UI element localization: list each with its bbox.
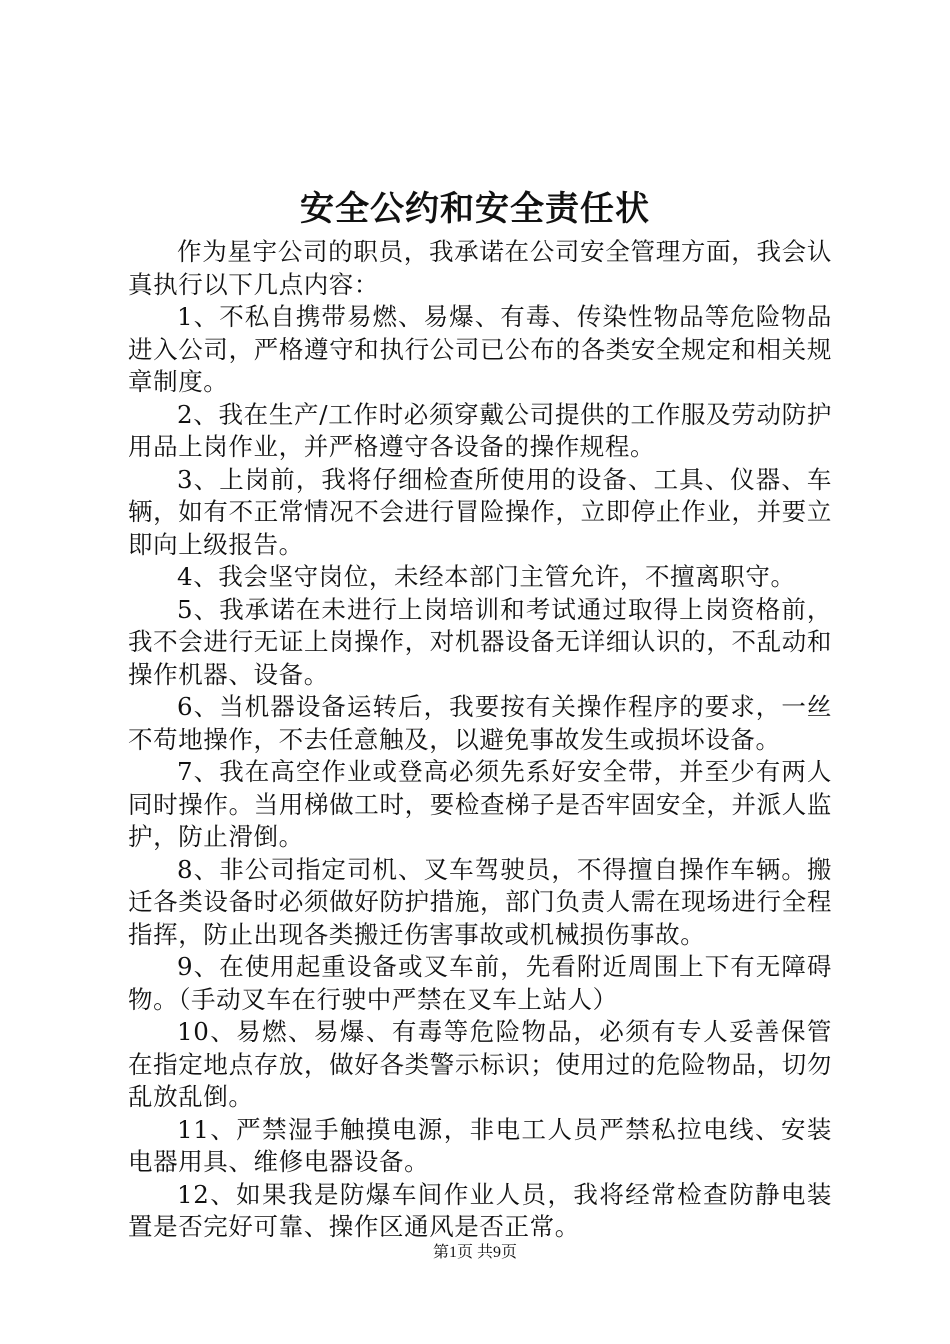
paragraph-item-3: 3、上岗前，我将仔细检查所使用的设备、工具、仪器、车辆，如有不正常情况不会进行冒险操作，立即停止作业，并要立即向上级报告。 — [128, 464, 832, 559]
paragraph-item-11: 11、严禁湿手触摸电源，非电工人员严禁私拉电线、安装电器用具、维修电器设备。 — [128, 1114, 832, 1176]
paragraph-item-8: 8、非公司指定司机、叉车驾驶员，不得擅自操作车辆。搬迁各类设备时必须做好防护措施，部门负责人需在现场进行全程指挥，防止出现各类搬迁伤害事故或机械损伤事故。 — [128, 854, 832, 949]
page-title: 安全公约和安全责任状 — [300, 189, 650, 229]
paragraph-item-12: 12、如果我是防爆车间作业人员，我将经常检查防静电装置是否完好可靠、操作区通风是否正常。 — [128, 1179, 832, 1241]
paragraph-item-5: 5、我承诺在未进行上岗培训和考试通过取得上岗资格前，我不会进行无证上岗操作，对机器设备无详细认识的，不乱动和操作机器、设备。 — [128, 594, 832, 689]
paragraph-item-1: 1、不私自携带易燃、易爆、有毒、传染性物品等危险物品进入公司，严格遵守和执行公司已公布的各类安全规定和相关规章制度。 — [128, 302, 832, 396]
paragraph-item-2: 2、我在生产/工作时必须穿戴公司提供的工作服及劳动防护用品上岗作业，并严格遵守各设备的操作规程。 — [128, 399, 832, 461]
paragraph-item-10: 10、易燃、易爆、有毒等危险物品，必须有专人妥善保管在指定地点存放，做好各类警示标识；使用过的危险物品，切勿乱放乱倒。 — [128, 1017, 832, 1111]
paragraph-item-7: 7、我在高空作业或登高必须先系好安全带，并至少有两人同时操作。当用梯做工时，要检查梯子是否牢固安全，并派人监护，防止滑倒。 — [128, 757, 832, 851]
page-footer: 第1页 共9页 — [432, 1244, 517, 1261]
paragraph-item-9: 9、在使用起重设备或叉车前，先看附近周围上下有无障碍物。（手动叉车在行驶中严禁在叉车上站人） — [128, 952, 832, 1014]
paragraph-item-4: 4、我会坚守岗位，未经本部门主管允许，不擅离职守。 — [177, 562, 796, 591]
document-body — [128, 236, 832, 1244]
paragraph-intro: 作为星宇公司的职员，我承诺在公司安全管理方面，我会认真执行以下几点内容： — [128, 237, 832, 299]
paragraph-item-6: 6、当机器设备运转后，我要按有关操作程序的要求，一丝不苟地操作，不去任意触及，以避免事故发生或损坏设备。 — [128, 692, 832, 754]
